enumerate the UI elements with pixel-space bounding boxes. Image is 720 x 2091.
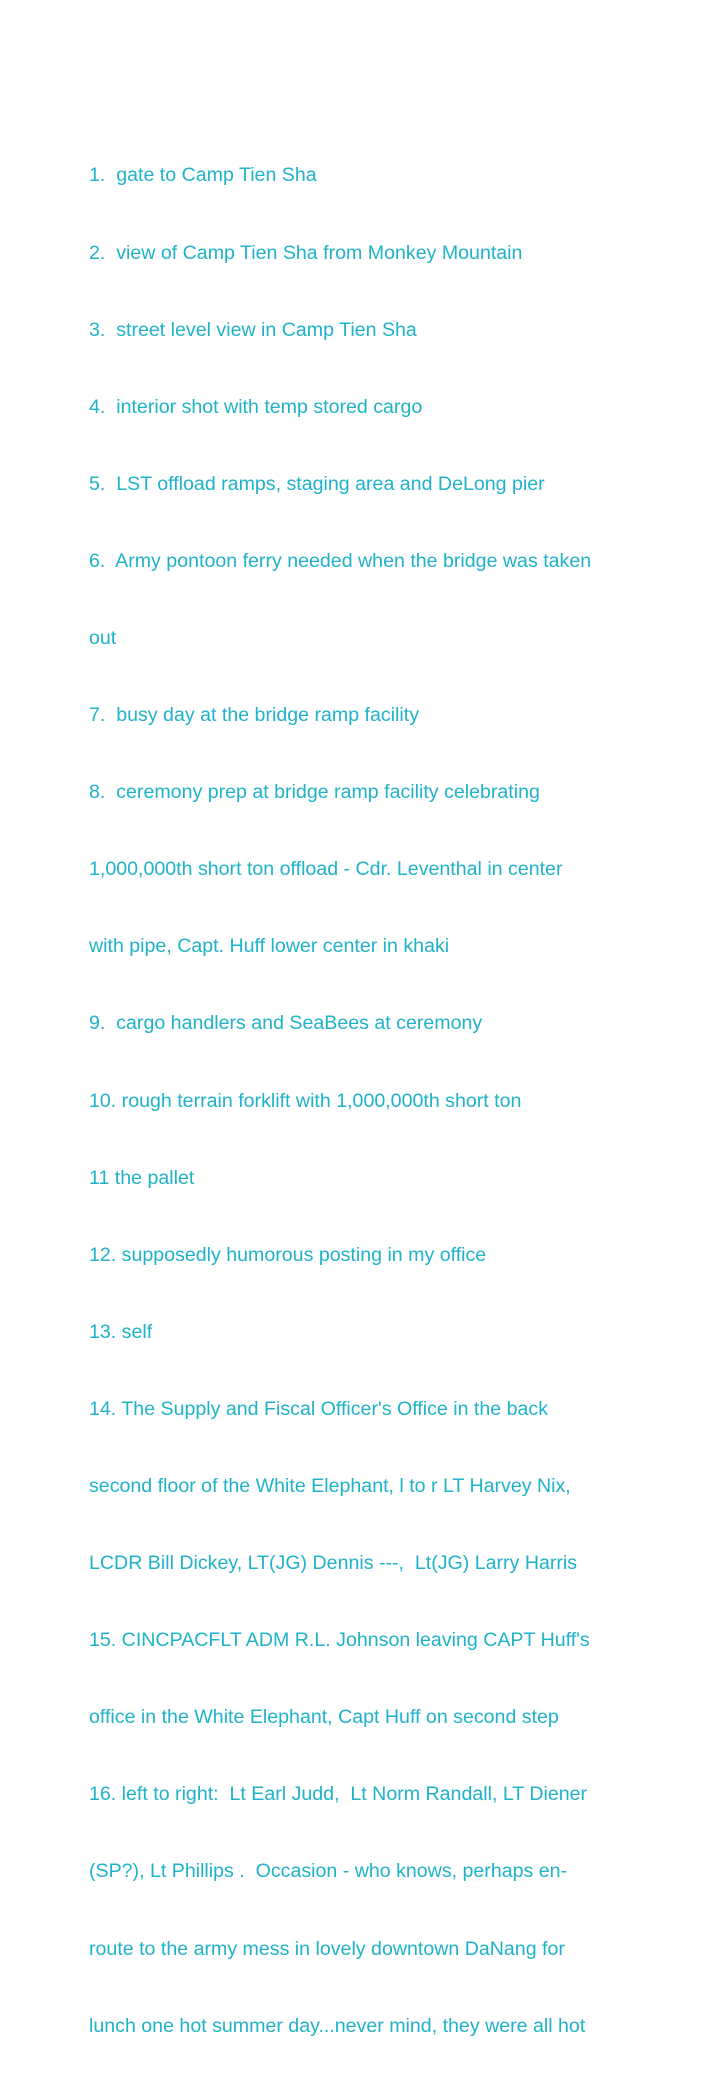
caption-line-7: 7. busy day at the bridge ramp facility	[89, 704, 419, 727]
caption-line-15: 15. CINCPACFLT ADM R.L. Johnson leaving CAPT Huff's	[89, 1629, 590, 1652]
caption-line-11: 11 the pallet	[89, 1166, 195, 1189]
caption-line-3: 3. street level view in Camp Tien Sha	[89, 318, 417, 341]
caption-line-2: 2. view of Camp Tien Sha from Monkey Mountain	[89, 241, 523, 264]
caption-line-16: 16. left to right: Lt Earl Judd, Lt Norm Randall, LT Diener	[89, 1783, 588, 1806]
caption-list	[89, 112, 649, 2091]
caption-line-8-continued-2: with pipe, Capt. Huff lower center in khaki	[89, 935, 450, 958]
caption-line-16-continued-1: (SP?), Lt Phillips . Occasion - who knows, perhaps en-	[89, 1860, 568, 1883]
caption-line-1: 1. gate to Camp Tien Sha	[89, 164, 317, 187]
caption-line-8-continued-1: 1,000,000th short ton offload - Cdr. Leventhal in center	[89, 858, 563, 881]
caption-line-13: 13. self	[89, 1320, 153, 1343]
caption-line-5: 5. LST offload ramps, staging area and DeLong pier	[89, 472, 545, 495]
caption-line-8: 8. ceremony prep at bridge ramp facility celebrating	[89, 781, 540, 804]
caption-line-16-continued-2: route to the army mess in lovely downtown DaNang for	[89, 1937, 565, 1960]
caption-line-14-continued-2: LCDR Bill Dickey, LT(JG) Dennis ---, Lt(JG) Larry Harris	[89, 1552, 578, 1575]
caption-line-6: 6. Army pontoon ferry needed when the bridge was taken	[89, 549, 592, 572]
caption-line-14-continued-1: second floor of the White Elephant, l to r LT Harvey Nix,	[89, 1475, 571, 1497]
caption-line-12: 12. supposedly humorous posting in my office	[89, 1243, 487, 1266]
caption-line-4: 4. interior shot with temp stored cargo	[89, 395, 423, 418]
caption-line-6-continued: out	[89, 626, 117, 649]
caption-line-9: 9. cargo handlers and SeaBees at ceremony	[89, 1012, 483, 1035]
caption-line-14: 14. The Supply and Fiscal Officer's Office in the back	[89, 1397, 548, 1420]
caption-line-10: 10. rough terrain forklift with 1,000,000th short ton	[89, 1089, 522, 1112]
caption-line-16-continued-3: lunch one hot summer day...never mind, they were all hot	[89, 2014, 586, 2037]
caption-line-15-continued: office in the White Elephant, Capt Huff on second step	[89, 1706, 559, 1729]
